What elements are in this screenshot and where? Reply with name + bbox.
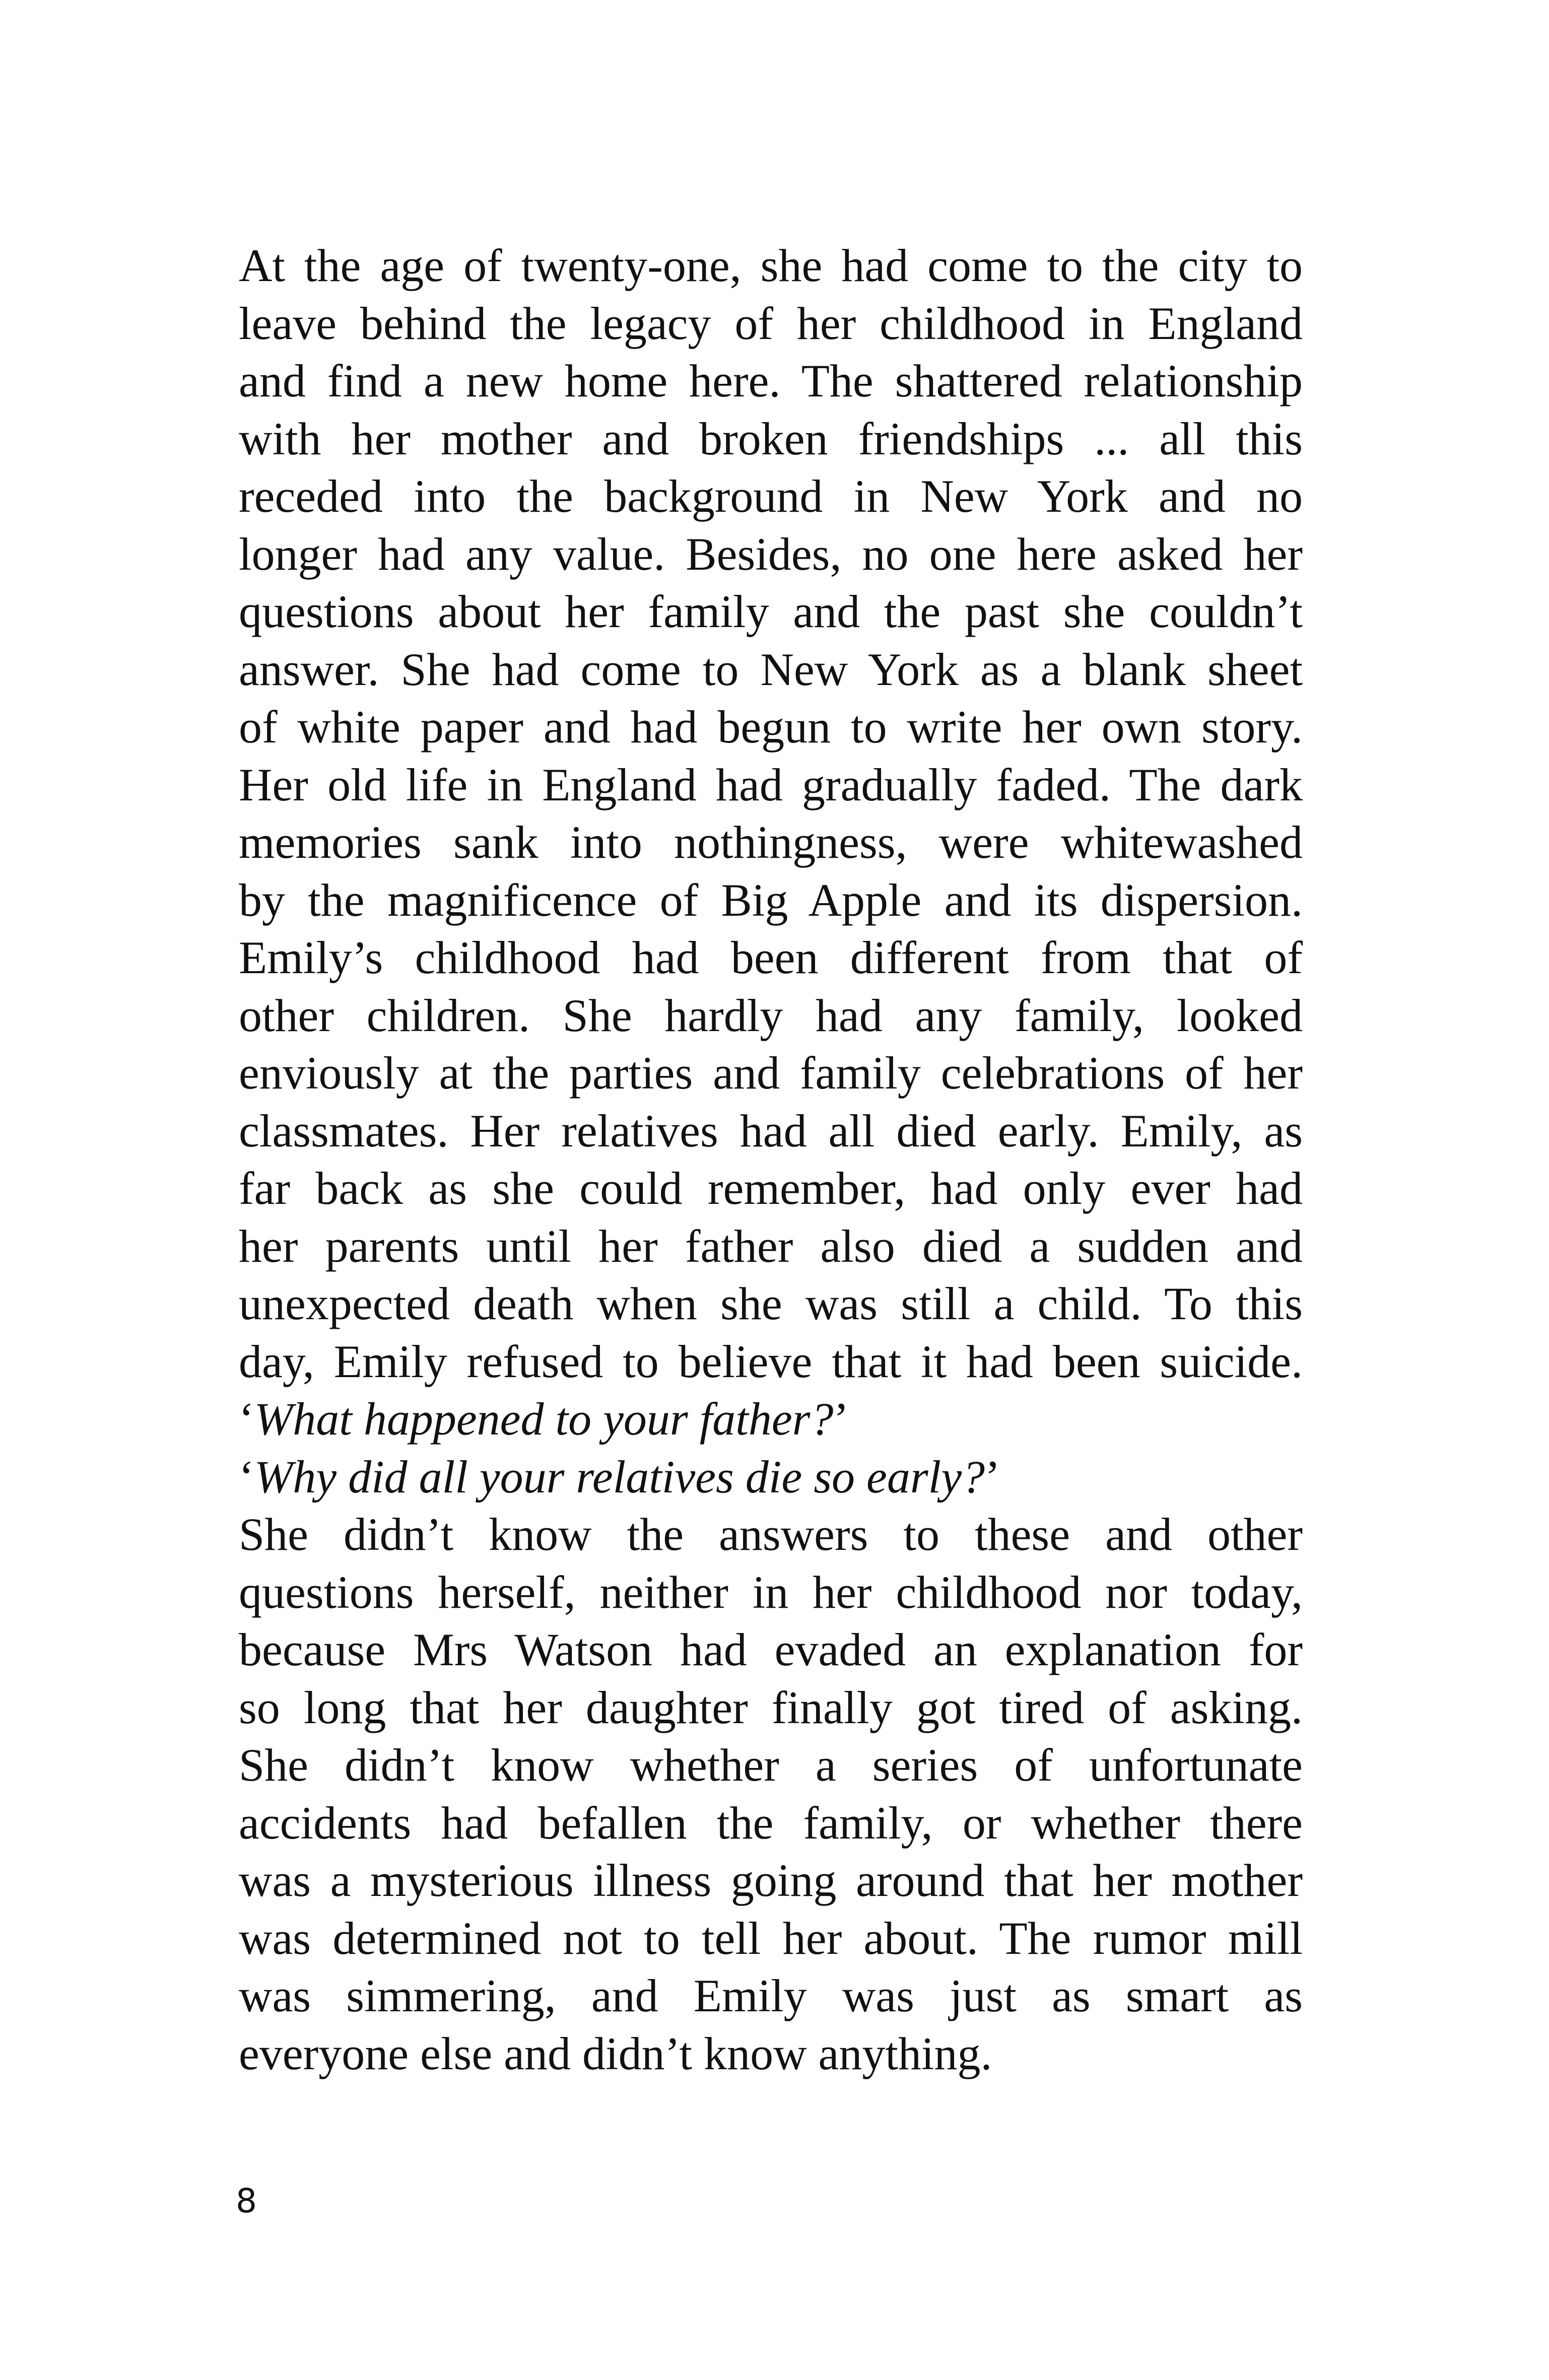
text-line: other children. She hardly had any family, looked bbox=[239, 989, 1303, 1041]
text-line: questions about her family and the past she couldn’t bbox=[239, 586, 1303, 637]
paragraph-block-2 bbox=[239, 1506, 1303, 2082]
text-line: far back as she could remember, had only ever had bbox=[239, 1163, 1303, 1214]
text-line: by the magnificence of Big Apple and its dispersion. bbox=[239, 874, 1303, 926]
text-line: At the age of twenty-one, she had come to the city to bbox=[239, 240, 1303, 291]
text-line: longer had any value. Besides, no one here asked her bbox=[239, 528, 1303, 580]
text-line: accidents had befallen the family, or whether there bbox=[239, 1797, 1303, 1849]
text-line: was a mysterious illness going around that her mother bbox=[239, 1855, 1303, 1906]
text-line: Emily’s childhood had been different from that of bbox=[239, 932, 1303, 983]
text-line: everyone else and didn’t know anything. bbox=[239, 2027, 992, 2079]
text-line: because Mrs Watson had evaded an explanation for bbox=[239, 1624, 1303, 1675]
text-line: Her old life in England had gradually faded. The dark bbox=[239, 759, 1303, 810]
text-line: unexpected death when she was still a child. To this bbox=[239, 1278, 1303, 1329]
text-line: day, Emily refused to believe that it had been suicide. bbox=[239, 1335, 1303, 1387]
text-line: She didn’t know whether a series of unfortunate bbox=[239, 1739, 1303, 1791]
text-line: leave behind the legacy of her childhood in England bbox=[239, 297, 1303, 349]
paragraph-block-1 bbox=[239, 237, 1303, 1390]
body-text bbox=[239, 237, 1303, 2082]
text-line: of white paper and had begun to write her own story. bbox=[239, 701, 1303, 753]
text-line: with her mother and broken friendships ... all this bbox=[239, 413, 1303, 464]
text-line: her parents until her father also died a sudden and bbox=[239, 1220, 1303, 1272]
text-line: classmates. Her relatives had all died early. Emily, as bbox=[239, 1105, 1303, 1157]
text-line: answer. She had come to New York as a blank sheet bbox=[239, 643, 1303, 695]
text-line: was determined not to tell her about. The rumor mill bbox=[239, 1912, 1303, 1964]
text-line: so long that her daughter finally got tired of asking. bbox=[239, 1681, 1303, 1733]
text-line: receded into the background in New York and no bbox=[239, 470, 1303, 522]
text-line: She didn’t know the answers to these and other bbox=[239, 1509, 1303, 1560]
text-line: memories sank into nothingness, were whitewashed bbox=[239, 817, 1303, 868]
text-line: and find a new home here. The shattered relationship bbox=[239, 355, 1303, 406]
italic-question-1: ‘What happened to your father?’ bbox=[239, 1393, 849, 1445]
text-line: enviously at the parties and family celebrations of her bbox=[239, 1047, 1303, 1099]
text-line: was simmering, and Emily was just as smart as bbox=[239, 1970, 1303, 2021]
text-line: questions herself, neither in her childhood nor today, bbox=[239, 1566, 1303, 1618]
page-number: 8 bbox=[236, 2182, 257, 2220]
italic-question-2: ‘Why did all your relatives die so early?’ bbox=[239, 1451, 1000, 1503]
